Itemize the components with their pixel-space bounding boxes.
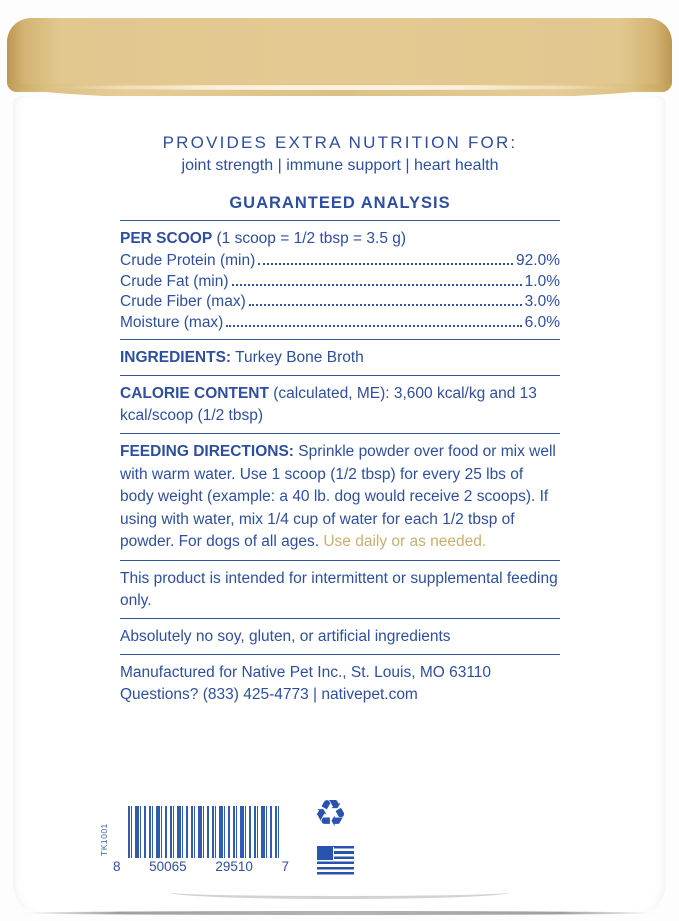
section-divider [120, 220, 560, 221]
table-row [120, 272, 560, 293]
nutrient-name: Moisture (max) [120, 313, 224, 331]
section-divider [120, 618, 560, 619]
dot-leader [226, 325, 521, 327]
nutrient-value: 92.0% [516, 252, 560, 269]
per-scoop-detail: (1 scoop = 1/2 tbsp = 3.5 g) [212, 230, 407, 247]
us-flag-icon [317, 846, 354, 877]
nutrient-value: 6.0% [524, 313, 560, 331]
label-content [120, 132, 560, 706]
manufacturer-line: Manufactured for Native Pet Inc., St. Louis, MO 63110 [120, 663, 492, 681]
no-soy-note: Absolutely no soy, gluten, or artificial ingredients [120, 627, 451, 645]
sku-vertical-text: TK1001 [99, 823, 109, 856]
provides-heading: PROVIDES EXTRA NUTRITION FOR: [162, 133, 518, 152]
feeding-text: Sprinkle powder over food or mix well with warm water. Use 1 scoop (1/2 tbsp) for every 25 lbs of body weight (example: a 40 lb. dog would receive 2 scoops). If using with water, mix 1/4 cup of water for each 1/2 tbsp of powder. For dogs of all ages. [120, 443, 556, 550]
feeding-label: FEEDING DIRECTIONS: [120, 443, 294, 460]
nutrient-name: Crude Fiber (max) [120, 293, 246, 310]
provides-subheading: joint strength | immune support | heart health [181, 157, 499, 174]
tub-bottom-curve [170, 886, 509, 899]
feeding-directions [120, 441, 560, 554]
calorie-label: CALORIE CONTENT [120, 385, 269, 402]
analysis-table [120, 251, 560, 333]
upc-barcode [99, 806, 290, 878]
barcode-digits [112, 859, 290, 874]
dot-leader [258, 263, 513, 265]
tub-ground-shadow [24, 911, 655, 915]
ingredients-value: Turkey Bone Broth [231, 349, 364, 366]
nutrient-value: 1.0% [524, 272, 560, 290]
per-scoop-line [120, 228, 560, 250]
ingredients-line [120, 347, 560, 369]
barcode-group-2: 29510 [215, 859, 253, 874]
table-row [120, 251, 560, 272]
table-row [120, 292, 560, 313]
table-row [120, 313, 560, 334]
dot-leader [232, 284, 522, 286]
section-divider [120, 375, 560, 376]
nutrient-name: Crude Protein (min) [120, 252, 256, 269]
section-divider [120, 654, 560, 655]
barcode-digit-right: 7 [281, 859, 289, 874]
calorie-detail: (calculated, ME): 3,600 kcal/kg and 13 kcal/scoop (1/2 tbsp) [120, 385, 537, 424]
per-scoop-label: PER SCOOP [120, 230, 213, 247]
nutrient-value: 3.0% [524, 293, 560, 310]
section-divider [120, 339, 560, 340]
calorie-line [120, 383, 560, 427]
nutrient-name: Crude Fat (min) [120, 272, 229, 290]
section-divider [120, 433, 560, 434]
contact-line: Questions? (833) 425-4773 | nativepet.com [120, 685, 418, 703]
dot-leader [249, 304, 522, 306]
gold-lid [7, 18, 672, 92]
barcode-bars [128, 806, 282, 858]
intermittent-note: This product is intended for intermittent or supplemental feeding only. [120, 569, 558, 609]
barcode-digit-left: 8 [113, 859, 121, 874]
feeding-highlight: Use daily or as needed. [323, 533, 487, 550]
guaranteed-analysis-title: GUARANTEED ANALYSIS [229, 194, 451, 212]
ingredients-label: INGREDIENTS: [120, 349, 232, 366]
recycle-icon: ♻ [314, 793, 348, 834]
section-divider [120, 560, 560, 561]
barcode-group-1: 50065 [149, 859, 187, 874]
